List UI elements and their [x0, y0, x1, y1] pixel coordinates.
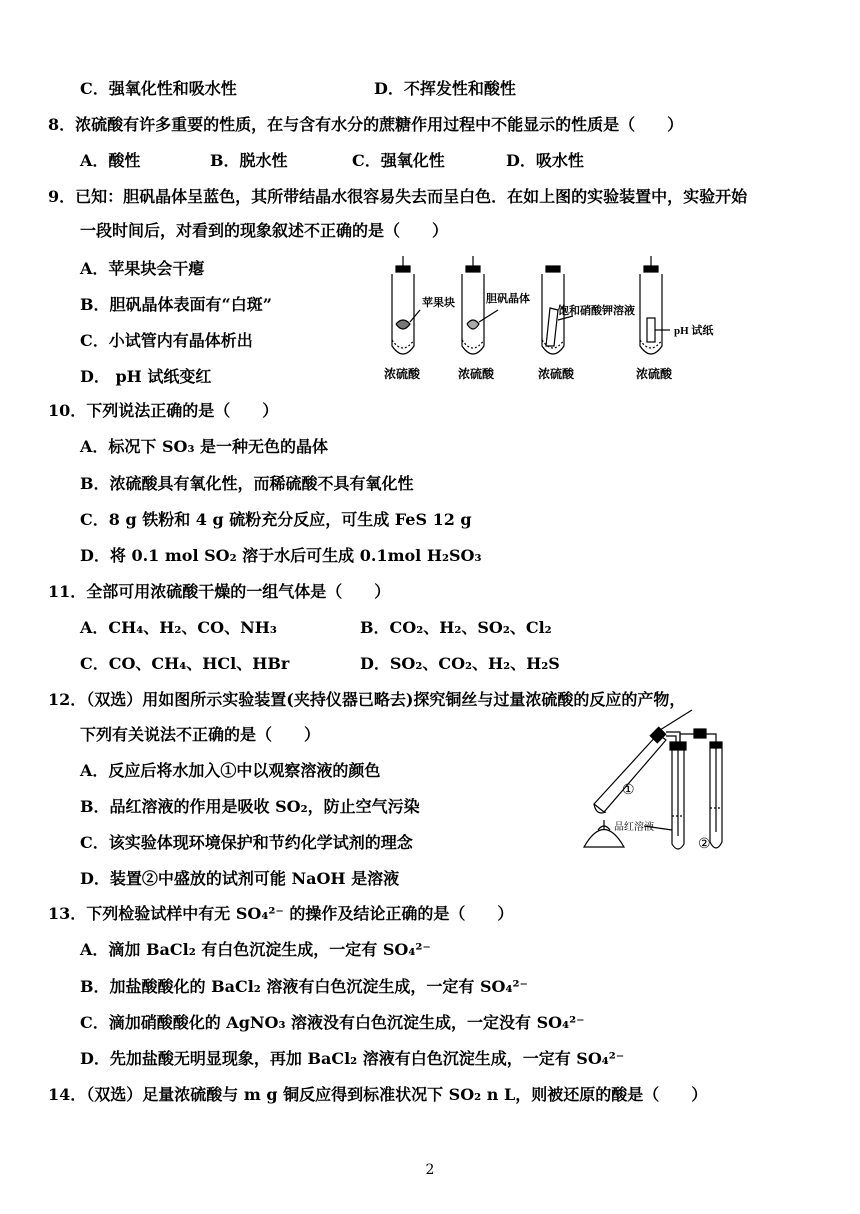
acid-label-2: 浓硫酸	[458, 367, 495, 381]
text-line: C．滴加硝酸酸化的 AgNO₃ 溶液没有白色沉淀生成，一定没有 SO₄²⁻	[80, 1013, 585, 1032]
test-tube-figure	[378, 254, 714, 382]
text-line: A．苹果块会干瘪	[80, 259, 205, 278]
text-line: C．小试管内有晶体析出	[80, 331, 253, 350]
text-line: D．不挥发性和酸性	[374, 79, 516, 98]
acid-label-3: 浓硫酸	[538, 367, 575, 381]
text-line: 11．全部可用浓硫酸干燥的一组气体是（ ）	[48, 582, 391, 601]
label-apple: 苹果块	[422, 297, 455, 309]
text-line: A．反应后将水加入①中以观察溶液的颜色	[80, 761, 381, 780]
text-line: C．该实验体现环境保护和节约化学试剂的理念	[80, 833, 413, 852]
text-line: B．加盐酸酸化的 BaCl₂ 溶液有白色沉淀生成，一定有 SO₄²⁻	[80, 977, 528, 996]
text-line: 下列有关说法不正确的是（ ）	[80, 725, 321, 744]
text-line: B．脱水性	[210, 151, 288, 170]
text-line: D．吸水性	[506, 151, 584, 170]
apparatus-figure	[574, 712, 744, 862]
text-line: 10．下列说法正确的是（ ）	[48, 401, 279, 420]
text-line: D．装置②中盛放的试剂可能 NaOH 是溶液	[80, 869, 400, 888]
text-line: 9．已知：胆矾晶体呈蓝色，其所带结晶水很容易失去而呈白色．在如上图的实验装置中，实验开始	[48, 187, 748, 206]
label-vessel-1: ①	[622, 782, 635, 798]
label-bluevitriol: 胆矾晶体	[486, 293, 530, 305]
acid-label-4: 浓硫酸	[636, 367, 673, 381]
label-ph-paper: pH 试纸	[674, 325, 714, 337]
page-number: 2	[425, 1162, 435, 1178]
text-line: D．SO₂、CO₂、H₂、H₂S	[360, 654, 560, 673]
text-line: 一段时间后，对看到的现象叙述不正确的是（ ）	[80, 221, 449, 240]
text-line: 14．（双选）足量浓硫酸与 m g 铜反应得到标准状况下 SO₂ n L，则被还原的酸是（ ）	[48, 1085, 708, 1104]
label-pinhong: 品红溶液	[614, 822, 654, 833]
text-line: D．先加盐酸无明显现象，再加 BaCl₂ 溶液有白色沉淀生成，一定有 SO₄²⁻	[80, 1049, 625, 1068]
text-line: A．酸性	[80, 151, 141, 170]
text-line: A．CH₄、H₂、CO、NH₃	[80, 618, 277, 637]
text-line: C．强氧化性和吸水性	[80, 79, 237, 98]
text-line: 13．下列检验试样中有无 SO₄²⁻ 的操作及结论正确的是（ ）	[48, 904, 514, 923]
text-line: C．CO、CH₄、HCl、HBr	[80, 654, 290, 673]
label-kno3: 饱和硝酸钾溶液	[558, 305, 635, 317]
text-line: B．品红溶液的作用是吸收 SO₂，防止空气污染	[80, 797, 420, 816]
text-line: 8．浓硫酸有许多重要的性质，在与含有水分的蔗糖作用过程中不能显示的性质是（ ）	[48, 115, 684, 134]
text-line: A．标况下 SO₃ 是一种无色的晶体	[80, 437, 329, 456]
text-line: D． pH 试纸变红	[80, 367, 212, 386]
text-line: C．强氧化性	[352, 151, 445, 170]
text-line: 12．（双选）用如图所示实验装置(夹持仪器已略去)探究铜丝与过量浓硫酸的反应的产物，	[48, 690, 686, 709]
text-line: C．8 g 铁粉和 4 g 硫粉充分反应，可生成 FeS 12 g	[80, 510, 472, 529]
text-line: A．滴加 BaCl₂ 有白色沉淀生成，一定有 SO₄²⁻	[80, 940, 431, 959]
acid-label-1: 浓硫酸	[384, 367, 421, 381]
text-line: B．CO₂、H₂、SO₂、Cl₂	[360, 618, 552, 637]
text-line: B．胆矾晶体表面有“白斑”	[80, 295, 272, 314]
text-line: B．浓硫酸具有氧化性，而稀硫酸不具有氧化性	[80, 474, 414, 493]
label-vessel-2: ②	[698, 836, 711, 852]
text-line: D．将 0.1 mol SO₂ 溶于水后可生成 0.1mol H₂SO₃	[80, 546, 482, 565]
